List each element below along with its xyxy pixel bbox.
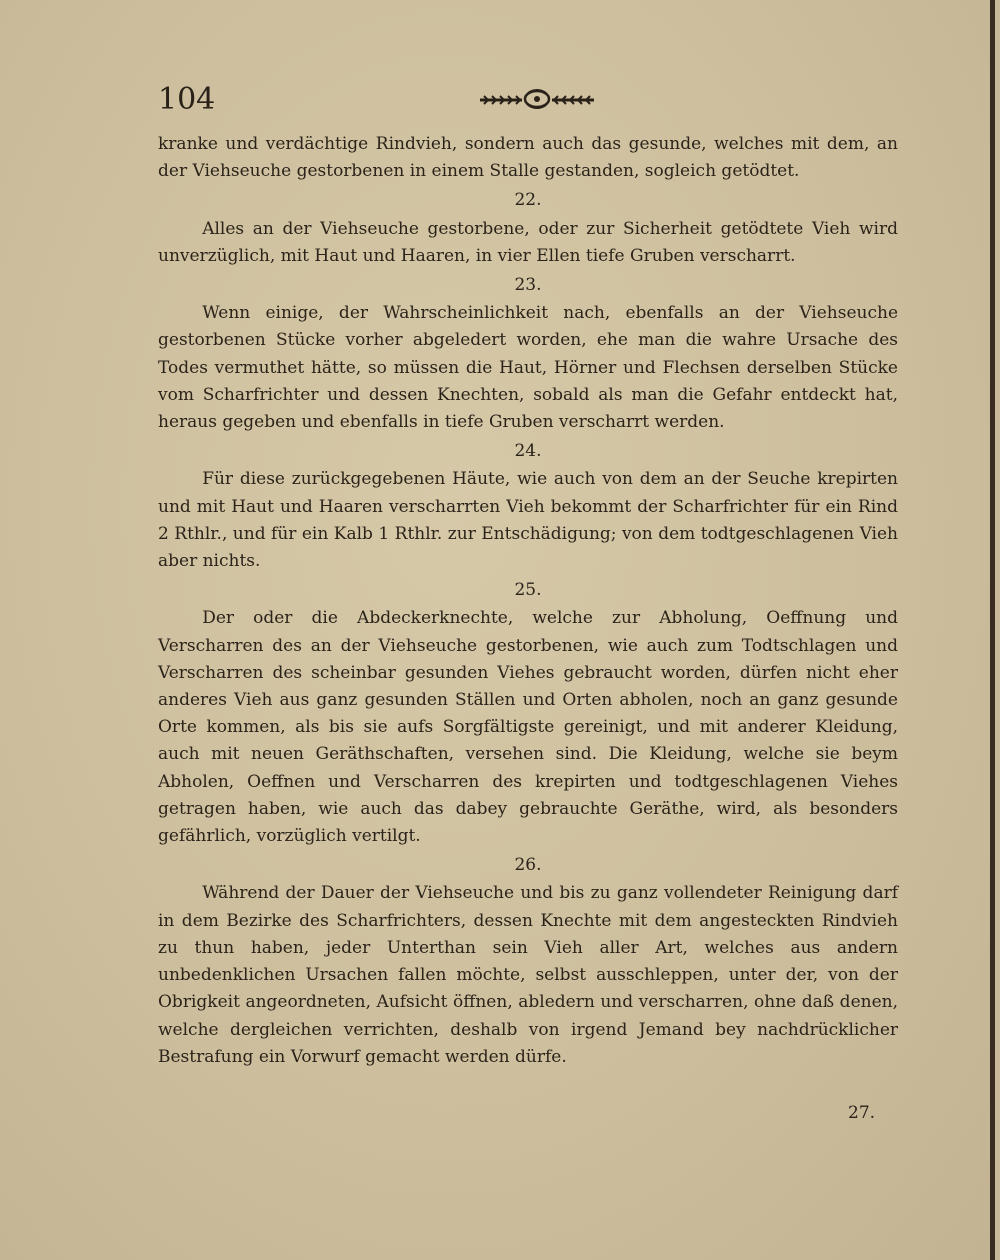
page-number: 104 [158,82,216,117]
paragraph: Während der Dauer der Viehseuche und bis zu ganz vollendeter Reinigung darf in dem Bezirke des Scharfrichters, dessen Knechte mit dem angesteckten Rindvieh zu thun haben, jeder Unterthan sein Vieh aller Art, welches aus andern unbedenklichen Ursachen fallen möchte, selbst ausschleppen, unter der, von der Obrigkeit angeordneten, Aufsicht öffnen, abledern und verscharren, ohne daß denen, welche dergleichen verrichten, deshalb von irgend Jemand bey nachdrücklicher Bestrafung ein Vorwurf gemacht werden dürfe. [158,883,898,1067]
paragraph: Alles an der Viehseuche gestorbene, oder zur Sicherheit getödtete Vieh wird unverzüglich, mit Haut und Haaren, in vier Ellen tiefe Gruben verscharrt. [158,218,898,266]
section-number: 24. [514,441,542,462]
paragraph: kranke und verdächtige Rindvieh, sondern auch das gesunde, welches mit dem, an der Viehseuche gestorbenen in einem Stalle gestanden, sogleich getödtet. [158,134,898,182]
section-number: 25. [514,580,542,601]
document-body [158,131,898,1071]
catchword: 27. [848,1103,876,1123]
decorative-rule-ornament-icon [478,88,596,115]
page-edge-shadow [990,0,995,1260]
section-number: 26. [514,855,542,876]
paragraph: Wenn einige, der Wahrscheinlichkeit nach, ebenfalls an der Viehseuche gestorbenen Stücke vorher abgeledert worden, ehe man die wahre Ursache des Todes vermuthet hätte, so müssen die Haut, Hörner und Flechsen derselben Stücke vom Scharfrichter und dessen Knechten, sobald als man die Gefahr entdeckt hat, heraus gegeben und ebenfalls in tiefe Gruben verscharrt werden. [158,303,898,433]
paragraph: Der oder die Abdeckerknechte, welche zur Abholung, Oeffnung und Verscharren des an der Viehseuche gestorbenen, wie auch zum Todtschlagen und Verscharren des scheinbar gesunden Viehes gebraucht worden, dürfen nicht eher anderes Vieh aus ganz gesunden Ställen und Orten abholen, noch an ganz gesunde Orte kommen, als bis sie aufs Sorgfältigste gereinigt, und mit anderer Kleidung, auch mit neuen Geräthschaften, versehen sind. Die Kleidung, welche sie beym Abholen, Oeffnen und Verscharren des krepirten und todtgeschlagenen Viehes getragen haben, wie auch das dabey gebrauchte Geräthe, wird, als besonders gefährlich, vorzüglich vertilgt. [158,608,898,847]
page-header [158,82,898,122]
paragraph: Für diese zurückgegebenen Häute, wie auch von dem an der Seuche krepirten und mit Haut und Haaren verscharrten Vieh bekommt der Scharfrichter für ein Rind 2 Rthlr., und für ein Kalb 1 Rthlr. zur Entschädigung; von dem todtgeschlagenen Vieh aber nichts. [158,469,898,572]
section-number: 23. [514,275,542,296]
section-number: 22. [514,190,542,211]
